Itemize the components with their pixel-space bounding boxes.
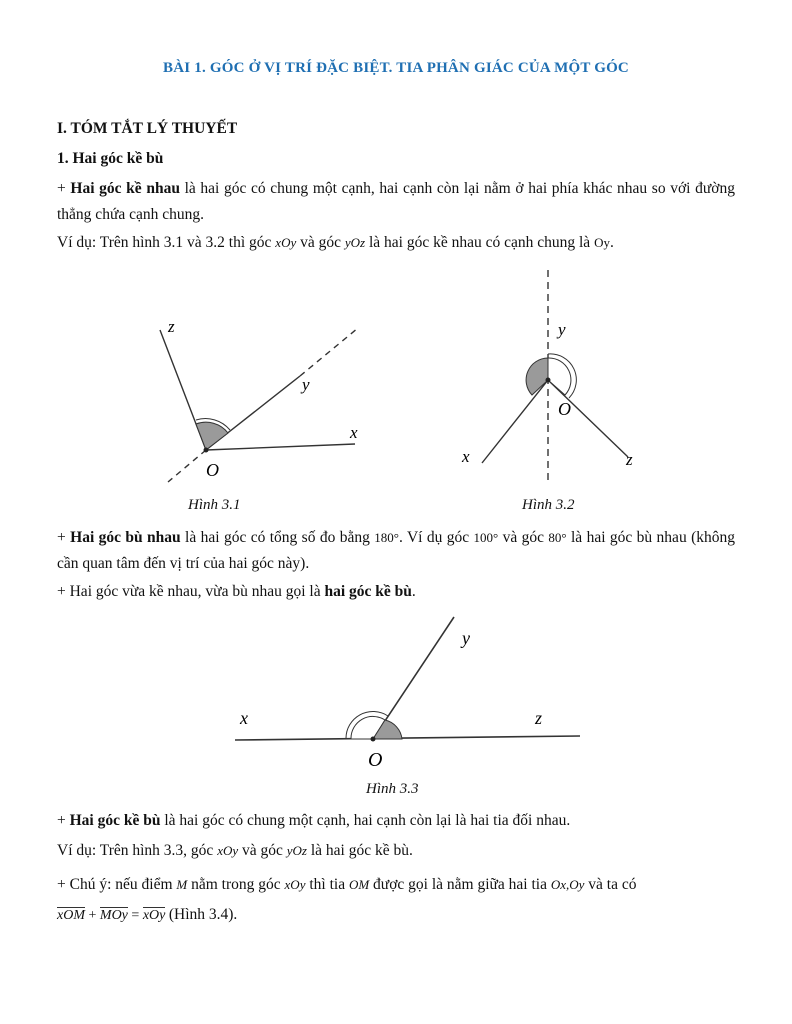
label-z: z bbox=[626, 450, 633, 469]
label-x: x bbox=[350, 423, 358, 442]
paragraph-note bbox=[57, 870, 735, 931]
paragraph-linear-pair-definition bbox=[57, 808, 735, 834]
math-xoy: xOy bbox=[284, 877, 306, 892]
angle-arc-zoy bbox=[196, 422, 228, 450]
text: Ví dụ: Trên hình 3.3, góc bbox=[57, 842, 218, 859]
text: được gọi là nằm giữa hai tia bbox=[369, 876, 551, 893]
paragraph-adjacent-example bbox=[57, 230, 735, 256]
math-m: M bbox=[176, 877, 188, 892]
caption-figure-3-2: Hình 3.2 bbox=[522, 497, 575, 513]
paragraph-adjacent-angles-definition bbox=[57, 176, 735, 228]
text: . bbox=[609, 234, 614, 251]
math-om: OM bbox=[348, 877, 370, 892]
text: là hai góc kề bù. bbox=[306, 842, 413, 859]
line-xz bbox=[235, 736, 580, 740]
bullet-prefix: + bbox=[57, 812, 70, 829]
ray-ox bbox=[206, 444, 355, 450]
point-o bbox=[546, 378, 551, 383]
label-y: y bbox=[302, 375, 310, 394]
text: và góc bbox=[238, 842, 287, 859]
ray-ox bbox=[482, 380, 548, 463]
text: . bbox=[411, 583, 416, 600]
label-x: x bbox=[240, 708, 248, 728]
point-o bbox=[204, 448, 209, 453]
text: (Hình 3.4). bbox=[168, 906, 238, 923]
figure-3-1 bbox=[150, 310, 380, 490]
label-x: x bbox=[462, 447, 470, 466]
math-80-deg: 80° bbox=[548, 530, 567, 545]
angle-arc-xoy bbox=[526, 358, 548, 395]
text: là hai góc kề nhau có cạnh chung là bbox=[365, 234, 595, 251]
text: và góc bbox=[498, 529, 549, 546]
math-yoz: yOz bbox=[286, 843, 307, 858]
math-yoz: yOz bbox=[344, 235, 366, 250]
text: . Ví dụ góc bbox=[398, 529, 474, 546]
lesson-title: BÀI 1. GÓC Ở VỊ TRÍ ĐẶC BIỆT. TIA PHÂN GIÁC CỦA MỘT GÓC bbox=[163, 60, 629, 76]
subsection-heading: 1. Hai góc kề bù bbox=[57, 150, 164, 167]
angle-sum-formula bbox=[57, 907, 169, 923]
term-supplementary-angles: Hai góc bù nhau bbox=[70, 529, 181, 546]
term-linear-pair: hai góc kề bù bbox=[324, 583, 412, 600]
caption-figure-3-1: Hình 3.1 bbox=[188, 497, 241, 513]
label-z: z bbox=[535, 708, 543, 728]
math-oy: Oy bbox=[594, 235, 610, 250]
paragraph-supplementary-angles bbox=[57, 525, 735, 577]
angle-xoy: xOy bbox=[142, 908, 166, 923]
angle-arc-yoz bbox=[548, 358, 571, 395]
plus-sign: + bbox=[85, 908, 100, 923]
ray-oy-dashed bbox=[300, 328, 358, 376]
definition-text: là hai góc có chung một cạnh, hai cạnh còn lại là hai tia đối nhau. bbox=[160, 812, 571, 829]
math-xoy: xOy bbox=[275, 235, 297, 250]
section-heading: I. TÓM TẮT LÝ THUYẾT bbox=[57, 120, 238, 137]
text: + Hai góc vừa kề nhau, vừa bù nhau gọi là bbox=[57, 583, 325, 600]
term-linear-pair: Hai góc kề bù bbox=[69, 812, 161, 829]
label-z: z bbox=[168, 317, 175, 336]
text: + Chú ý: nếu điểm bbox=[57, 876, 177, 893]
text: Ví dụ: Trên hình 3.1 và 3.2 thì góc bbox=[57, 234, 276, 251]
text: và góc bbox=[296, 234, 345, 251]
text: là hai góc bù nhau (không cần quan tâm đến vị trí của hai góc này). bbox=[57, 529, 735, 572]
equals-sign: = bbox=[127, 908, 143, 923]
angle-moy: MOy bbox=[99, 908, 128, 923]
bullet-prefix: + bbox=[57, 529, 71, 546]
text: và ta có bbox=[584, 876, 637, 893]
text: nằm trong góc bbox=[187, 876, 285, 893]
point-o bbox=[371, 737, 376, 742]
math-ox-oy: Ox,Oy bbox=[550, 877, 585, 892]
text: là hai góc có tổng số đo bằng bbox=[180, 529, 375, 546]
term-adjacent-angles: Hai góc kề nhau bbox=[70, 180, 180, 197]
figure-3-2 bbox=[450, 265, 650, 490]
label-o: O bbox=[368, 749, 383, 771]
definition-text: là hai góc có chung một cạnh, hai cạnh còn lại nằm ở hai phía khác nhau so với đường thẳng chứa cạnh chung. bbox=[57, 180, 735, 223]
math-100-deg: 100° bbox=[473, 530, 499, 545]
label-y: y bbox=[462, 628, 470, 648]
bullet-prefix: + bbox=[57, 180, 71, 197]
paragraph-linear-pair-example bbox=[57, 838, 735, 864]
paragraph-linear-pair-intro bbox=[57, 579, 735, 605]
figure-3-3 bbox=[230, 612, 590, 777]
label-o: O bbox=[558, 399, 571, 419]
label-y: y bbox=[558, 320, 566, 339]
label-o: O bbox=[206, 460, 219, 480]
text: thì tia bbox=[305, 876, 349, 893]
ray-opposite-dashed bbox=[168, 450, 206, 482]
caption-figure-3-3: Hình 3.3 bbox=[366, 781, 419, 797]
math-180-deg: 180° bbox=[374, 530, 399, 545]
math-xoy: xOy bbox=[217, 843, 239, 858]
angle-xom: xOM bbox=[57, 908, 85, 923]
